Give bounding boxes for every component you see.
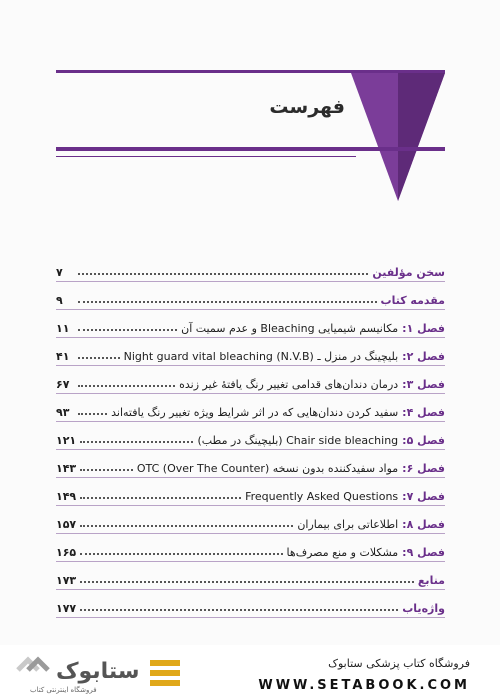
toc-entry-title: منابع [417,573,445,587]
toc-row-underline [56,589,445,590]
toc-entry-label [245,490,445,503]
toc-row-underline [56,477,445,478]
toc-entry-label [137,462,445,475]
toc-page-number: ۷ [56,265,63,279]
toc-chapter-number: فصل ۸: [402,517,445,531]
toc-entry-title: درمان دندان‌های قدامی تغییر رنگ یافتهٔ غیر زنده [179,377,399,391]
chevron-icon [18,660,48,670]
toc-leader-dots [80,497,241,499]
toc-row-underline [56,505,445,506]
toc-leader-dots [78,301,377,303]
toc-page-number: ۱۱ [56,321,70,335]
logo-book-bottom [150,680,180,686]
toc-entry-label [287,546,445,559]
toc-row[interactable] [56,538,445,566]
toc-entry-title: مواد سفیدکننده بدون نسخه (OTC (Over The Counter [136,461,399,475]
logo-wordmark: ستابوک [56,659,140,684]
toc-row[interactable] [56,510,445,538]
toc-row[interactable] [56,258,445,286]
store-name: فروشگاه کتاب پزشکی ستابوک [328,657,470,670]
toc-leader-dots [78,385,175,387]
toc-entry-title: سفید کردن دندان‌هایی که در اثر شرایط ویژه تغییر رنگ یافته‌اند [111,405,399,419]
toc-page-number: ۹۳ [56,405,70,419]
toc-page-number: ۶۷ [56,377,70,391]
toc-page-number: ۱۴۳ [56,461,77,475]
toc-page-number: ۱۷۷ [56,601,77,615]
toc-leader-dots [80,581,414,583]
toc-row-underline [56,449,445,450]
toc-page-number: ۴۱ [56,349,70,363]
toc-entry-label [179,378,445,391]
toc-chapter-number: فصل ۱: [402,321,445,335]
toc-leader-dots [80,609,398,611]
toc-chapter-number: فصل ۴: [402,405,445,419]
toc-page-number: ۱۵۷ [56,517,77,531]
toc-chapter-number: فصل ۷: [402,489,445,503]
toc-leader-dots [78,273,368,275]
toc-entry-label [372,266,445,279]
toc-row-underline [56,421,445,422]
toc-row[interactable] [56,482,445,510]
toc-chapter-number: فصل ۲: [402,349,445,363]
toc-entry-label [124,350,445,363]
toc-entry-title: بلیچینگ در منزل ـ Night guard vital bleaching (N.V.B) [123,349,399,363]
toc-entry-label [181,322,445,335]
toc-row-underline [56,365,445,366]
toc-row-underline [56,393,445,394]
toc-entry-title: مشکلات و منع مصرف‌ها [286,545,399,559]
toc-entry-title: مقدمه کتاب [380,293,445,307]
header-thin-rule [56,156,356,157]
header-bottom-rule [56,147,445,151]
toc-row-underline [56,337,445,338]
table-of-contents [56,258,445,622]
toc-chapter-number: فصل ۵: [402,433,445,447]
store-url[interactable]: WWW.SETABOOK.COM [258,678,470,693]
toc-leader-dots [78,329,177,331]
toc-page-number: ۱۲۱ [56,433,77,447]
toc-row-underline [56,617,445,618]
toc-chapter-number: فصل ۹: [402,545,445,559]
toc-row[interactable] [56,370,445,398]
toc-entry-label [402,602,445,615]
toc-entry-title: واژه‌یاب [402,601,445,615]
toc-row[interactable] [56,398,445,426]
toc-entry-title: اطلاعاتی برای بیماران [297,517,399,531]
toc-row[interactable] [56,594,445,622]
toc-entry-label [197,434,445,447]
toc-leader-dots [78,413,107,415]
logo-book-mid [150,670,180,676]
toc-page-number: ۹ [56,293,63,307]
toc-entry-label [111,406,445,419]
toc-row-underline [56,533,445,534]
toc-chapter-number: فصل ۶: [402,461,445,475]
toc-row[interactable] [56,314,445,342]
toc-entry-title: Chair side bleaching (بلیچینگ در مطب) [197,433,399,447]
toc-entry-title: سخن مؤلفین [372,265,445,279]
logo-book-top [150,660,180,666]
toc-row-underline [56,281,445,282]
toc-entry-label [418,574,445,587]
toc-entry-title: Frequently Asked Questions [245,489,399,503]
toc-entry-label [297,518,445,531]
toc-leader-dots [80,441,193,443]
toc-page-number: ۱۶۵ [56,545,77,559]
toc-chapter-number: فصل ۳: [402,377,445,391]
toc-row[interactable] [56,566,445,594]
toc-leader-dots [80,553,282,555]
toc-leader-dots [80,525,293,527]
toc-page-number: ۱۷۳ [56,573,77,587]
toc-row-underline [56,561,445,562]
logo-subtext: فروشگاه اینترنتی کتاب [30,686,97,694]
toc-entry-label [381,294,445,307]
page-title: فهرست [269,96,345,118]
toc-leader-dots [78,357,120,359]
toc-row[interactable] [56,342,445,370]
toc-row[interactable] [56,454,445,482]
toc-row[interactable] [56,286,445,314]
toc-row-underline [56,309,445,310]
toc-leader-dots [80,469,133,471]
toc-entry-title: مکانیسم شیمیایی Bleaching و عدم سمیت آن [181,321,399,335]
toc-row[interactable] [56,426,445,454]
toc-page-number: ۱۴۹ [56,489,77,503]
header-triangle-shade [398,73,445,201]
